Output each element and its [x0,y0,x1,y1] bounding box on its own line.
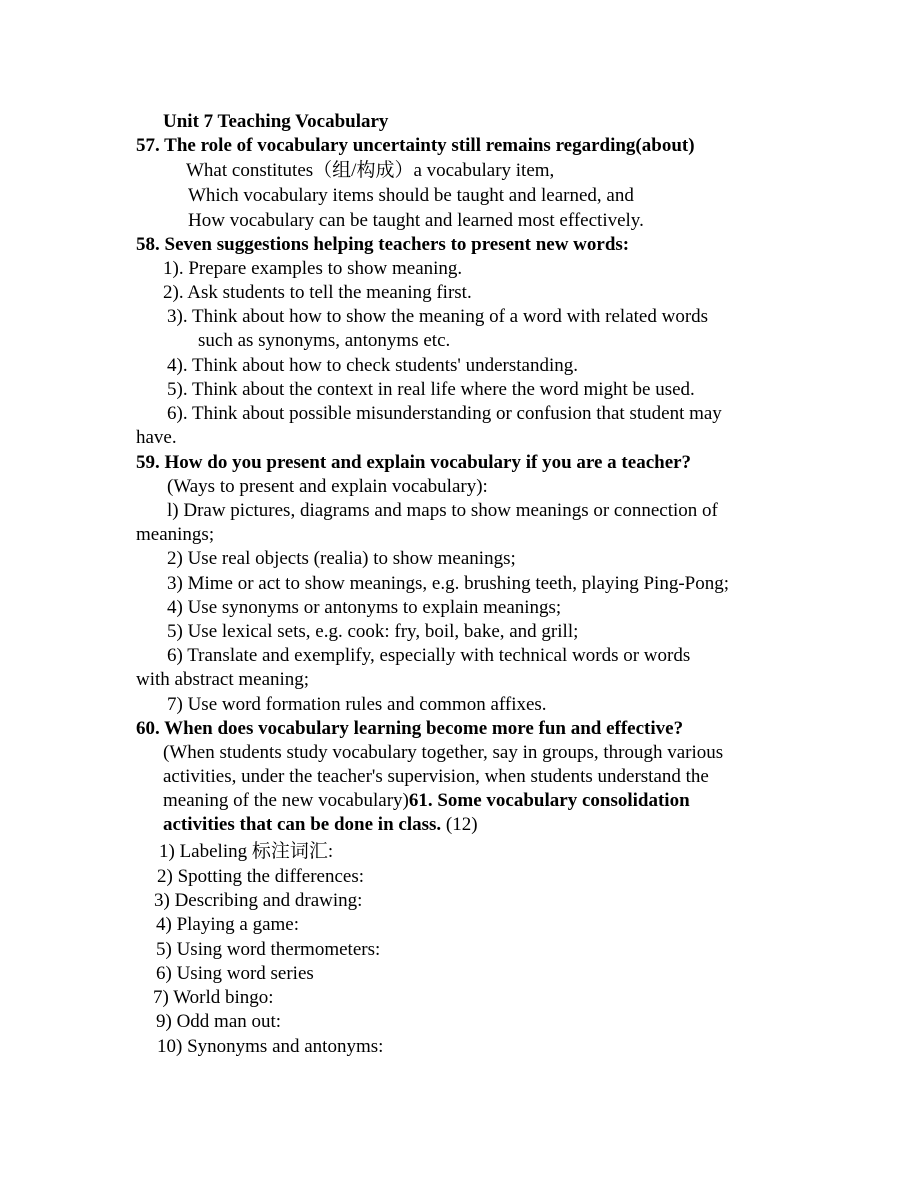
item-59-1: l) Draw pictures, diagrams and maps to show meanings or connection of [167,500,718,521]
item-59-6: 6) Translate and exemplify, especially with technical words or words [167,645,691,666]
item-58-6: 6). Think about possible misunderstanding or confusion that student may [167,403,722,424]
activity-item-10: 10) Synonyms and antonyms: [157,1036,384,1057]
heading-59: 59. How do you present and explain vocabulary if you are a teacher? [136,452,692,473]
heading-61-line2 [163,813,478,837]
item-58-5: 5). Think about the context in real life where the word might be used. [167,379,695,400]
document-title: Unit 7 Teaching Vocabulary [163,111,389,132]
item-58-4: 4). Think about how to check students' understanding. [167,355,578,376]
activity-item-1: 1) Labeling 标注词汇: [159,841,334,862]
heading-57: 57. The role of vocabulary uncertainty still remains regarding(about) [136,135,695,156]
item-57-1: What constitutes（组/构成）a vocabulary item, [186,160,555,181]
activity-item-9: 9) Odd man out: [156,1011,282,1032]
answer-60-end: meaning of the new vocabulary) [163,790,409,811]
activity-count: (12) [441,814,478,835]
heading-58: 58. Seven suggestions helping teachers to present new words: [136,234,630,255]
item-59-6-cont: with abstract meaning; [136,669,310,690]
activity-item-3: 3) Describing and drawing: [154,890,363,911]
answer-60-line3 [163,789,690,813]
intro-59: (Ways to present and explain vocabulary): [167,476,488,497]
heading-61-part2: activities that can be done in class. [163,814,442,835]
activity-item-2: 2) Spotting the differences: [157,866,365,887]
item-57-2: Which vocabulary items should be taught and learned, and [188,185,634,206]
item-59-3: 3) Mime or act to show meanings, e.g. brushing teeth, playing Ping-Pong; [167,573,730,594]
activity-item-4: 4) Playing a game: [156,914,299,935]
answer-60-line1: (When students study vocabulary together, say in groups, through various [163,742,724,763]
activity-item-5: 5) Using word thermometers: [156,939,381,960]
item-58-3-cont: such as synonyms, antonyms etc. [198,330,451,351]
item-58-2: 2). Ask students to tell the meaning first. [163,282,472,303]
item-58-1: 1). Prepare examples to show meaning. [163,258,463,279]
activity-item-6: 6) Using word series [156,963,314,984]
item-59-1-cont: meanings; [136,524,215,545]
item-58-6-cont: have. [136,427,177,448]
activity-item-7: 7) World bingo: [153,987,274,1008]
item-59-5: 5) Use lexical sets, e.g. cook: fry, boil, bake, and grill; [167,621,579,642]
heading-61-part1: 61. Some vocabulary consolidation [408,790,690,811]
heading-60: 60. When does vocabulary learning become more fun and effective? [136,718,684,739]
item-59-7: 7) Use word formation rules and common affixes. [167,694,547,715]
item-59-4: 4) Use synonyms or antonyms to explain meanings; [167,597,562,618]
item-57-3: How vocabulary can be taught and learned most effectively. [188,210,644,231]
item-58-3: 3). Think about how to show the meaning of a word with related words [167,306,709,327]
item-59-2: 2) Use real objects (realia) to show meanings; [167,548,516,569]
answer-60-line2: activities, under the teacher's supervision, when students understand the [163,766,709,787]
